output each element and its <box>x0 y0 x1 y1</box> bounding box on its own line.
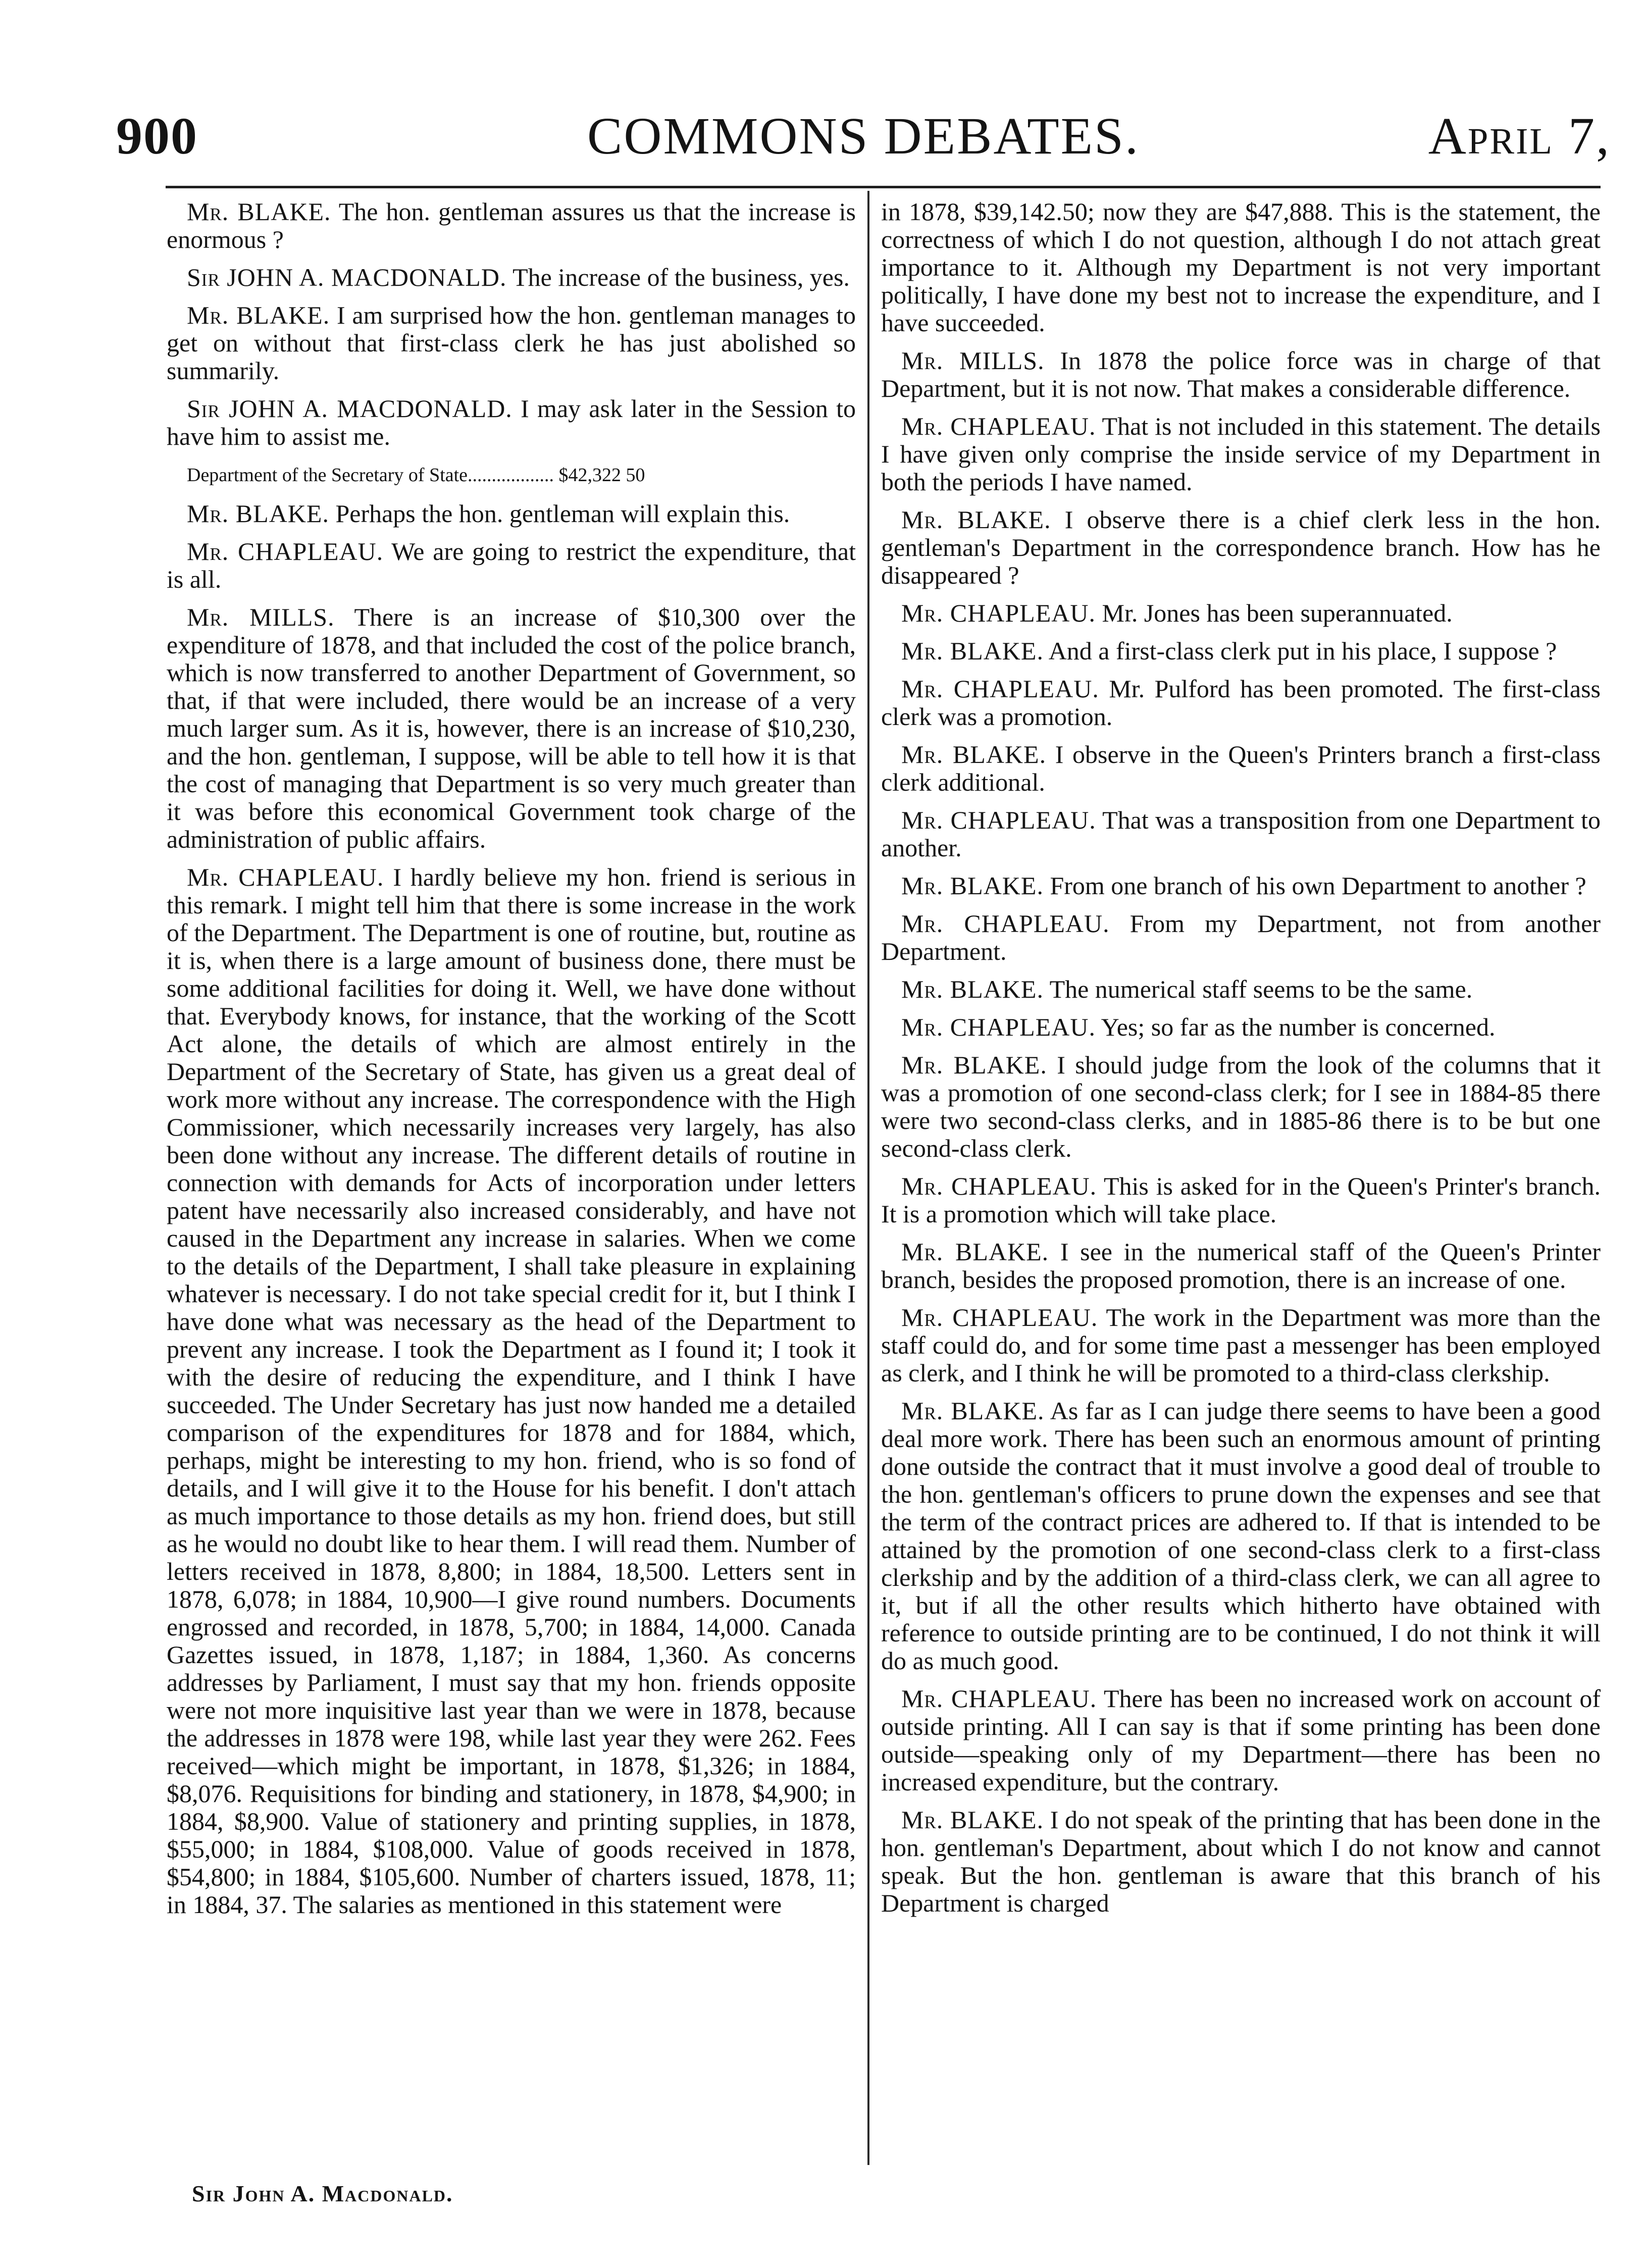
speech-paragraph <box>881 347 1601 402</box>
speech-paragraph <box>167 301 856 385</box>
speech-paragraph <box>167 395 856 450</box>
speaker-name: Mr. BLAKE. <box>901 871 1044 900</box>
page-number: 900 <box>116 107 198 165</box>
speech-text: There has been no increased work on account of outside printing. All I can say is that if some printing has been done outside—speaking only of my Department—there has been no increased expenditure, but the contrary. <box>881 1684 1601 1796</box>
speech-paragraph <box>881 1806 1601 1917</box>
speech-paragraph <box>167 863 856 1919</box>
speech-paragraph <box>881 675 1601 731</box>
speech-text: The hon. gentleman assures us that the increase is enormous ? <box>167 198 856 253</box>
speech-paragraph <box>881 910 1601 965</box>
speech-paragraph <box>881 975 1601 1003</box>
speaker-name: Mr. CHAPLEAU. <box>187 863 384 891</box>
speech-paragraph <box>881 872 1601 900</box>
column-divider <box>867 191 869 2165</box>
speech-paragraph <box>881 1172 1601 1228</box>
speech-text: The work in the Department was more than the staff could do, and for some time past a messenger has been employed as clerk, and I think he will be promoted to a third-class clerkship. <box>881 1303 1601 1387</box>
speech-paragraph <box>167 500 856 528</box>
speaker-name: Mr. CHAPLEAU. <box>901 1684 1097 1713</box>
header-rule <box>166 186 1601 188</box>
speaker-name: Mr. CHAPLEAU. <box>901 675 1099 703</box>
speech-paragraph <box>881 1304 1601 1387</box>
speech-text: Yes; so far as the number is concerned. <box>1101 1013 1496 1041</box>
speaker-name: Mr. MILLS. <box>901 346 1045 375</box>
speech-text: I see in the numerical staff of the Queen's Printer branch, besides the proposed promotion, there is an increase of one. <box>881 1238 1601 1294</box>
speech-text: I should judge from the look of the columns that it was a promotion of one second-class clerk; for I see in 1884-85 there were two second-class clerks, and in 1885-86 there is to be but one second-class clerk. <box>881 1051 1601 1162</box>
speech-paragraph <box>881 1238 1601 1294</box>
publication-title: COMMONS DEBATES. <box>587 107 1140 165</box>
speaker-name: Mr. CHAPLEAU. <box>901 412 1096 440</box>
speech-paragraph <box>167 198 856 253</box>
speaker-name: Sir JOHN A. MACDONALD. <box>187 263 507 291</box>
speaker-name: Mr. CHAPLEAU. <box>901 1303 1098 1331</box>
speech-text: in 1878, $39,142.50; now they are $47,888. This is the statement, the correctness of which I do not question, although I do not attach great importance to it. Although my Department is not very important politically, I have done my best not to increase the expenditure, and I have succeeded. <box>881 198 1601 337</box>
speech-text: That was a transposition from one Department to another. <box>881 806 1601 862</box>
speech-paragraph <box>881 599 1601 627</box>
speech-text: I hardly believe my hon. friend is serious in this remark. I might tell him that there is some increase in the work of the Department. The Department is one of routine, but, routine as it is, when there is a large amount of business done, there must be some additional facilities for doing it. Well, we have done without that. Everybody knows, for instance, that the working of the Scott Act alone, the details of which are almost entirely in the Department of the Secretary of State, has given us a great deal of work more without any increase. The correspondence with the High Commissioner, which necessarily increases very largely, has also been done without any increase. The different details of routine in connection with demands for Acts of incorporation under letters patent have necessarily also increased considerably, and have not caused in the Department any increase in salaries. When we come to the details of the Department, I shall take pleasure in explaining whatever is necessary. I do not take special credit for it, but I think I have done what was necessary as the head of the Department to prevent any increase. I took the Department as I found it; I took it with the desire of reducing the expenditure, and I think I have succeeded. The Under Secretary has just now handed me a detailed comparison of the expenditures for 1878 and for 1884, which, perhaps, might be interesting to my hon. friend, who is so fond of details, and I will give it to the House for his benefit. I don't attach as much importance to those details as my hon. friend does, but still as he would no doubt like to hear them. I will read them. Number of letters received in 1878, 8,800; in 1884, 18,500. Letters sent in 1878, 6,078; in 1884, 10,900—I give round numbers. Documents engrossed and recorded, in 1878, 5,700; in 1884, 14,000. Canada Gazettes issued, in 1878, 1,187; in 1884, 1,360. As concerns addresses by Parliament, I must say that my hon. friends opposite were not more inquisitive last year than we were in 1878, because the addresses in 1878 were 198, while last year they were 262. Fees received—which might be important, in 1878, $1,326; in 1884, $8,076. Requisitions for binding and stationery, in 1878, $4,900; in 1884, $8,900. Value of stationery and printing supplies, in 1878, $55,000; in 1884, $108,000. Value of goods received in 1878, $54,800; in 1884, $105,600. Number of charters issued, 1878, 11; in 1884, 37. The salaries as mentioned in this statement were <box>167 863 856 1919</box>
speech-paragraph <box>881 413 1601 496</box>
speaker-name: Mr. BLAKE. <box>901 1051 1047 1079</box>
speech-paragraph <box>167 603 856 853</box>
speaker-name: Mr. BLAKE. <box>901 1806 1044 1834</box>
speaker-name: Mr. BLAKE. <box>901 1397 1045 1425</box>
speech-text: We are going to restrict the expenditure, that is all. <box>167 537 856 593</box>
speaker-name: Mr. CHAPLEAU. <box>901 599 1096 627</box>
speaker-name: Mr. CHAPLEAU. <box>901 909 1110 938</box>
speech-paragraph <box>881 637 1601 665</box>
right-column <box>881 198 1601 2177</box>
speaker-name: Mr. BLAKE. <box>901 975 1044 1003</box>
speech-paragraph <box>881 806 1601 862</box>
speaker-name: Mr. MILLS. <box>187 603 335 631</box>
speaker-name: Mr. CHAPLEAU. <box>901 1013 1096 1041</box>
speech-paragraph <box>881 1685 1601 1796</box>
speech-text: I am surprised how the hon. gentleman manages to get on without that first-class clerk he has just abolished so summarily. <box>167 301 856 385</box>
footer-catchword: Sir John A. Macdonald. <box>192 2181 453 2206</box>
speech-paragraph <box>881 1397 1601 1675</box>
speech-text: From my Department, not from another Department. <box>881 909 1601 965</box>
page-header <box>116 106 1611 177</box>
speaker-name: Mr. BLAKE. <box>187 301 330 329</box>
speech-paragraph <box>881 506 1601 589</box>
speech-paragraph <box>881 198 1601 337</box>
speaker-name: Mr. BLAKE. <box>187 499 329 528</box>
speaker-name: Mr. CHAPLEAU. <box>901 1172 1097 1200</box>
speech-text: From one branch of his own Department to another ? <box>1050 871 1586 900</box>
speech-text: That is not included in this statement. The details I have given only comprise the inside service of my Department in both the periods I have named. <box>881 412 1601 496</box>
speech-text: The numerical staff seems to be the same. <box>1049 975 1473 1003</box>
speech-text: There is an increase of $10,300 over the expenditure of 1878, and that included the cost of the police branch, which is now transferred to another Department of Government, so that, if that were included, there would be an increase of a very much larger sum. As it is, however, there is an increase of $10,230, and the hon. gentleman, I suppose, will be able to tell how it is that the cost of managing that Department is so very much greater than it was before this economical Government took charge of the administration of public affairs. <box>167 603 856 853</box>
speech-text: I do not speak of the printing that has been done in the hon. gentleman's Department, about which I do not know and cannot speak. But the hon. gentleman is aware that this branch of his Department is charged <box>881 1806 1601 1917</box>
speaker-name: Mr. BLAKE. <box>901 740 1047 768</box>
speech-text: Mr. Pulford has been promoted. The first-class clerk was a promotion. <box>881 675 1601 731</box>
speech-text: The increase of the business, yes. <box>512 263 850 291</box>
speech-paragraph <box>881 1051 1601 1162</box>
speaker-name: Sir JOHN A. MACDONALD. <box>187 394 512 423</box>
speech-paragraph <box>881 1013 1601 1041</box>
speaker-name: Mr. CHAPLEAU. <box>901 806 1096 834</box>
speech-text: I may ask later in the Session to have him to assist me. <box>167 394 856 450</box>
speech-paragraph <box>881 741 1601 796</box>
speech-text: In 1878 the police force was in charge of that Department, but it is not now. That makes a considerable difference. <box>881 346 1601 402</box>
speech-paragraph <box>167 264 856 291</box>
speaker-name: Mr. BLAKE. <box>901 637 1044 665</box>
speech-text: I observe in the Queen's Printers branch a first-class clerk additional. <box>881 740 1601 796</box>
speaker-name: Mr. BLAKE. <box>901 1238 1049 1266</box>
header-date: April 7, <box>1428 107 1611 165</box>
speaker-name: Mr. CHAPLEAU. <box>187 537 384 565</box>
speech-text: As far as I can judge there seems to have been a good deal more work. There has been such an enormous amount of printing done outside the contract that it must involve a good deal of trouble to the hon. gentleman's officers to prune down the expenses and see that the term of the contract prices are adhered to. If that is intended to be attained by the promotion of one second-class clerk to a first-class clerkship and by the addition of a third-class clerk, we can all agree to it, but if all the other results which hitherto have obtained with reference to outside printing are to be continued, I do not think it will do as much good. <box>881 1397 1601 1675</box>
estimate-line-item: Department of the Secretary of State.................. $42,322 50 <box>187 465 645 486</box>
speech-text: Perhaps the hon. gentleman will explain this. <box>335 499 790 528</box>
speaker-name: Mr. BLAKE. <box>187 198 331 226</box>
speech-text: And a first-class clerk put in his place, I suppose ? <box>1048 637 1557 665</box>
speech-text: I observe there is a chief clerk less in the hon. gentleman's Department in the correspondence branch. How has he disappeared ? <box>881 505 1601 589</box>
speaker-name: Mr. BLAKE. <box>901 505 1051 534</box>
speech-paragraph <box>167 538 856 593</box>
speech-text: This is asked for in the Queen's Printer's branch. It is a promotion which will take place. <box>881 1172 1601 1228</box>
speech-text: Mr. Jones has been superannuated. <box>1102 599 1453 627</box>
left-column <box>167 198 856 2177</box>
